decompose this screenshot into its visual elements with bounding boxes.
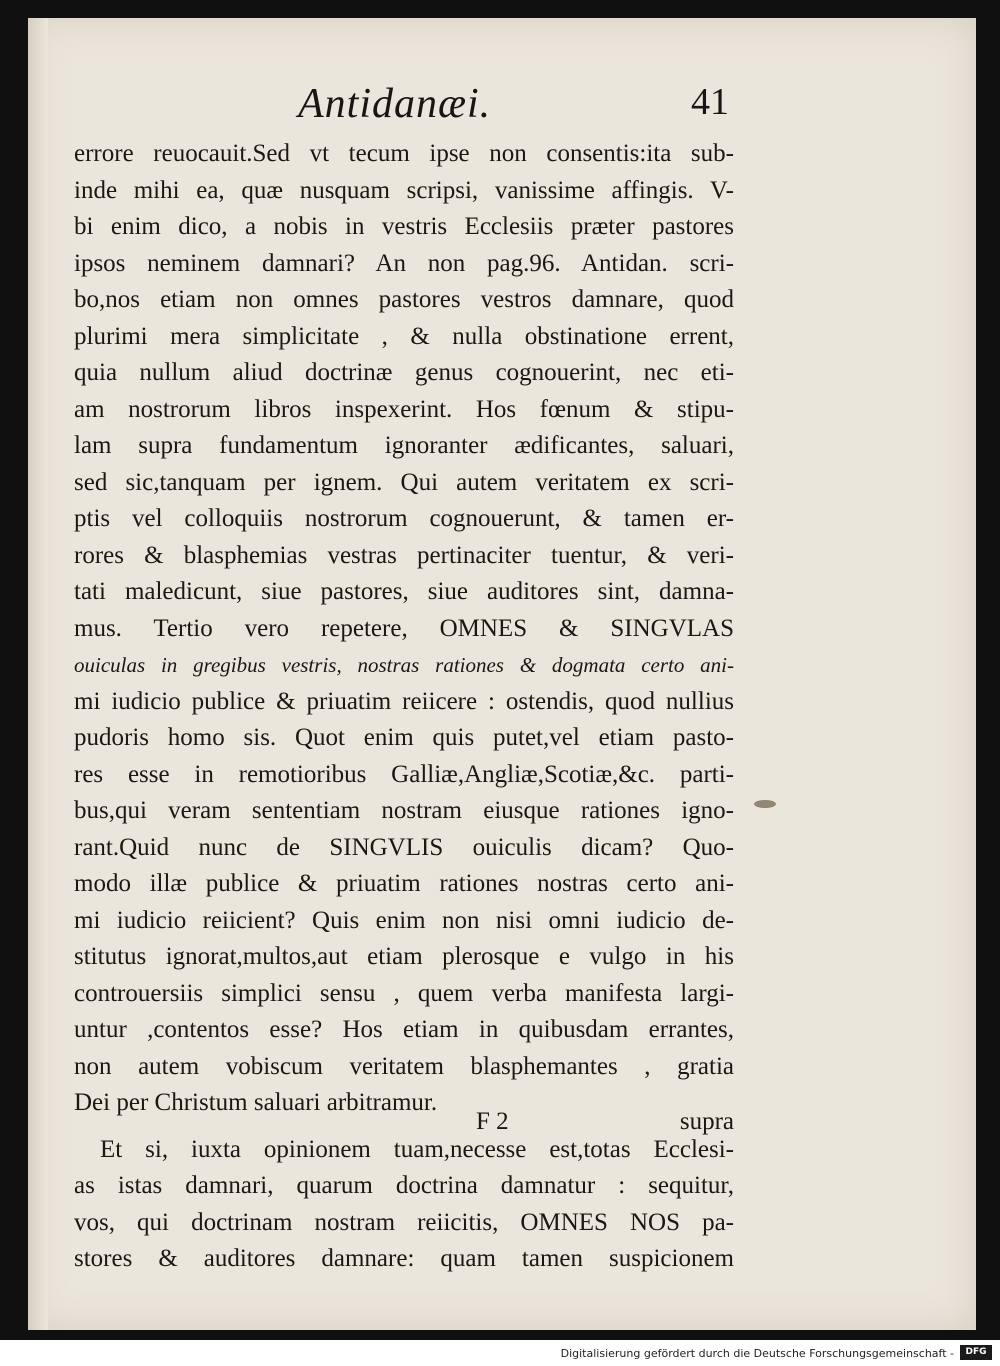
book-page	[28, 18, 976, 1330]
text-line: mi iudicio publice & priuatim reiicere : ostendis, quod nullius	[74, 687, 734, 715]
text-line: controuersiis simplici sensu , quem verba manifesta largi-	[74, 979, 734, 1007]
running-head: Antidanæi.	[298, 81, 492, 127]
text-line: pudoris homo sis. Quot enim quis putet,vel etiam pasto-	[74, 724, 734, 751]
text-line: as istas damnari, quarum doctrina damnatur : sequitur,	[74, 1172, 734, 1199]
text-line: mus. Tertio vero repetere, OMNES & SINGVLAS	[74, 614, 734, 642]
text-line: res esse in remotioribus Galliæ,Angliæ,Scotiæ,&c. parti-	[74, 760, 734, 788]
catchword: supra	[679, 1108, 734, 1135]
text-line: tati maledicunt, siue pastores, siue auditores sint, damna-	[74, 578, 734, 605]
banner-text: Digitalisierung gefördert durch die Deutsche Forschungsgemeinschaft -	[560, 1347, 954, 1360]
text-line: stores & auditores damnare: quam tamen suspicionem	[74, 1245, 734, 1272]
text-line: vos, qui doctrinam nostram reiicitis, OMNES NOS pa-	[74, 1208, 734, 1236]
text-line: stitutus ignorat,multos,aut etiam plerosque e vulgo in his	[74, 943, 734, 970]
text-line: modo illæ publice & priuatim rationes nostras certo ani-	[74, 870, 734, 897]
digitization-banner	[0, 1340, 1000, 1366]
text-line: am nostrorum libros inspexerint. Hos fœnum & stipu-	[74, 395, 734, 423]
text-line: untur ,contentos esse? Hos etiam in quibusdam errantes,	[74, 1016, 734, 1043]
text-line: bus,qui veram sententiam nostram eiusque rationes igno-	[74, 797, 734, 824]
text-line: errore reuocauit.Sed vt tecum ipse non consentis:ita sub-	[74, 140, 734, 167]
text-line: lam supra fundamentum ignoranter ædificantes, saluari,	[74, 432, 734, 459]
text-line: mi iudicio reiicient? Quis enim non nisi omni iudicio de-	[74, 906, 734, 934]
text-line: rant.Quid nunc de SINGVLIS ouiculis dicam? Quo-	[74, 833, 734, 861]
page-gutter-edge	[28, 18, 48, 1330]
paragraph-start-line: Et si, iuxta opinionem tuam,necesse est,totas Ecclesi-	[100, 1135, 734, 1163]
text-line: bi enim dico, a nobis in vestris Ecclesiis præter pastores	[74, 213, 734, 240]
text-line: quia nullum aliud doctrinæ genus cognouerint, nec eti-	[74, 359, 734, 386]
text-line: bo,nos etiam non omnes pastores vestros damnare, quod	[74, 286, 734, 313]
ink-smudge	[754, 800, 776, 808]
text-line: ipsos neminem damnari? An non pag.96. Antidan. scri-	[74, 249, 734, 277]
signature-mark: F 2	[476, 1108, 509, 1135]
text-line: plurimi mera simplicitate , & nulla obstinatione errent,	[74, 322, 734, 350]
text-line: rores & blasphemias vestras pertinaciter tuentur, & veri-	[74, 541, 734, 569]
text-line: non autem vobiscum veritatem blasphemantes , gratia	[74, 1052, 734, 1080]
dfg-logo-icon: DFG	[960, 1345, 992, 1360]
paragraph-end-line: Dei per Christum saluari arbitramur.	[74, 1089, 438, 1116]
page-footer	[74, 1108, 734, 1144]
page-number: 41	[691, 81, 729, 123]
text-line: inde mihi ea, quæ nusquam scripsi, vanissime affingis. V-	[74, 176, 734, 204]
text-line-italic: ouiculas in gregibus vestris, nostras rationes & dogmata certo ani-	[74, 653, 734, 677]
text-line: sed sic,tanquam per ignem. Qui autem veritatem ex scri-	[74, 468, 734, 496]
body-text	[74, 136, 734, 1278]
text-line: ptis vel colloquiis nostrorum cognouerunt, & tamen er-	[74, 505, 734, 532]
